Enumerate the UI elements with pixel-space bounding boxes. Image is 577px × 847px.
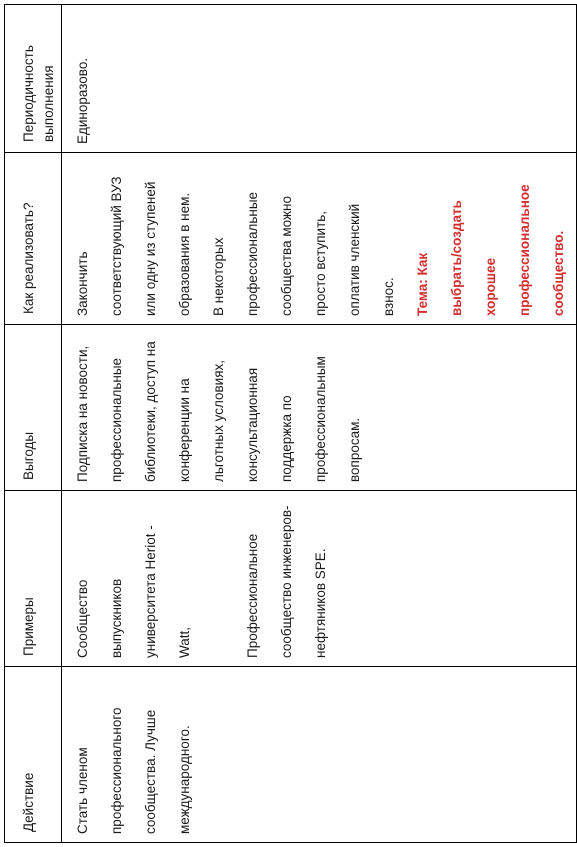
cell-line: льготных условиях, xyxy=(211,359,226,482)
cell-line: вопросам. xyxy=(347,417,362,482)
cell-line: профессионального xyxy=(109,707,124,834)
cell-line: сообщество инженеров- xyxy=(279,505,294,658)
header-cell xyxy=(5,5,62,153)
plan-table xyxy=(4,4,577,843)
cell-line: конференции на xyxy=(177,378,192,482)
cell-line: нефтяников SPE. xyxy=(313,548,328,658)
cell-line: сообщество. xyxy=(551,230,566,316)
paragraph-gap xyxy=(202,499,236,658)
cell-line: Подписка на новости, xyxy=(75,345,90,482)
table-header-row xyxy=(5,5,62,843)
header-cell xyxy=(5,153,62,325)
cell-line: образования в нем. xyxy=(177,192,192,316)
cell-line: Сообщество выпускников xyxy=(75,578,124,658)
cell-line: Закончить xyxy=(75,251,90,316)
header-examples: Примеры xyxy=(21,597,36,656)
header-cell xyxy=(5,325,62,491)
cell-line: профессиональные xyxy=(245,191,260,316)
cell-line: профессиональные xyxy=(109,357,124,482)
cell-line: Профессиональное xyxy=(245,533,260,658)
cell-action xyxy=(62,667,577,843)
cell-line: сообщества. Лучше xyxy=(143,709,158,834)
cell-line: поддержка по xyxy=(279,395,294,482)
cell-line: В некоторых xyxy=(211,237,226,316)
cell-line: соответствующий ВУЗ xyxy=(109,176,124,316)
cell-line: просто вступить, xyxy=(313,210,328,316)
header-action: Действие xyxy=(21,772,36,832)
cell-line: Единоразово. xyxy=(75,57,90,144)
cell-line: или одну из ступеней xyxy=(143,181,158,316)
header-periodicity: Периодичность выполнения xyxy=(21,45,56,142)
cell-periodicity xyxy=(62,5,577,153)
header-cell xyxy=(5,491,62,667)
cell-line: Стать членом xyxy=(75,747,90,834)
cell-line: профессиональное xyxy=(517,184,532,316)
cell-line: оплатив членский xyxy=(347,203,362,316)
cell-line: хорошее xyxy=(483,257,498,316)
header-benefits: Выгоды xyxy=(21,431,36,480)
cell-line: международного. xyxy=(177,725,192,834)
cell-line: взнос. xyxy=(381,277,396,316)
header-cell xyxy=(5,667,62,843)
cell-line: университета Heriot - Watt, xyxy=(143,525,192,658)
cell-line: выбрать/создать xyxy=(449,200,464,316)
table-row xyxy=(62,5,577,843)
cell-how xyxy=(62,153,577,325)
cell-line: Тема: Как xyxy=(415,252,430,316)
cell-line: профессиональным xyxy=(313,356,328,482)
cell-line: сообщества можно xyxy=(279,196,294,316)
cell-benefits xyxy=(62,325,577,491)
cell-line: консультационная xyxy=(245,367,260,482)
header-how: Как реализовать? xyxy=(21,202,36,314)
cell-examples xyxy=(62,491,577,667)
cell-line: библиотеки, доступ на xyxy=(143,341,158,482)
